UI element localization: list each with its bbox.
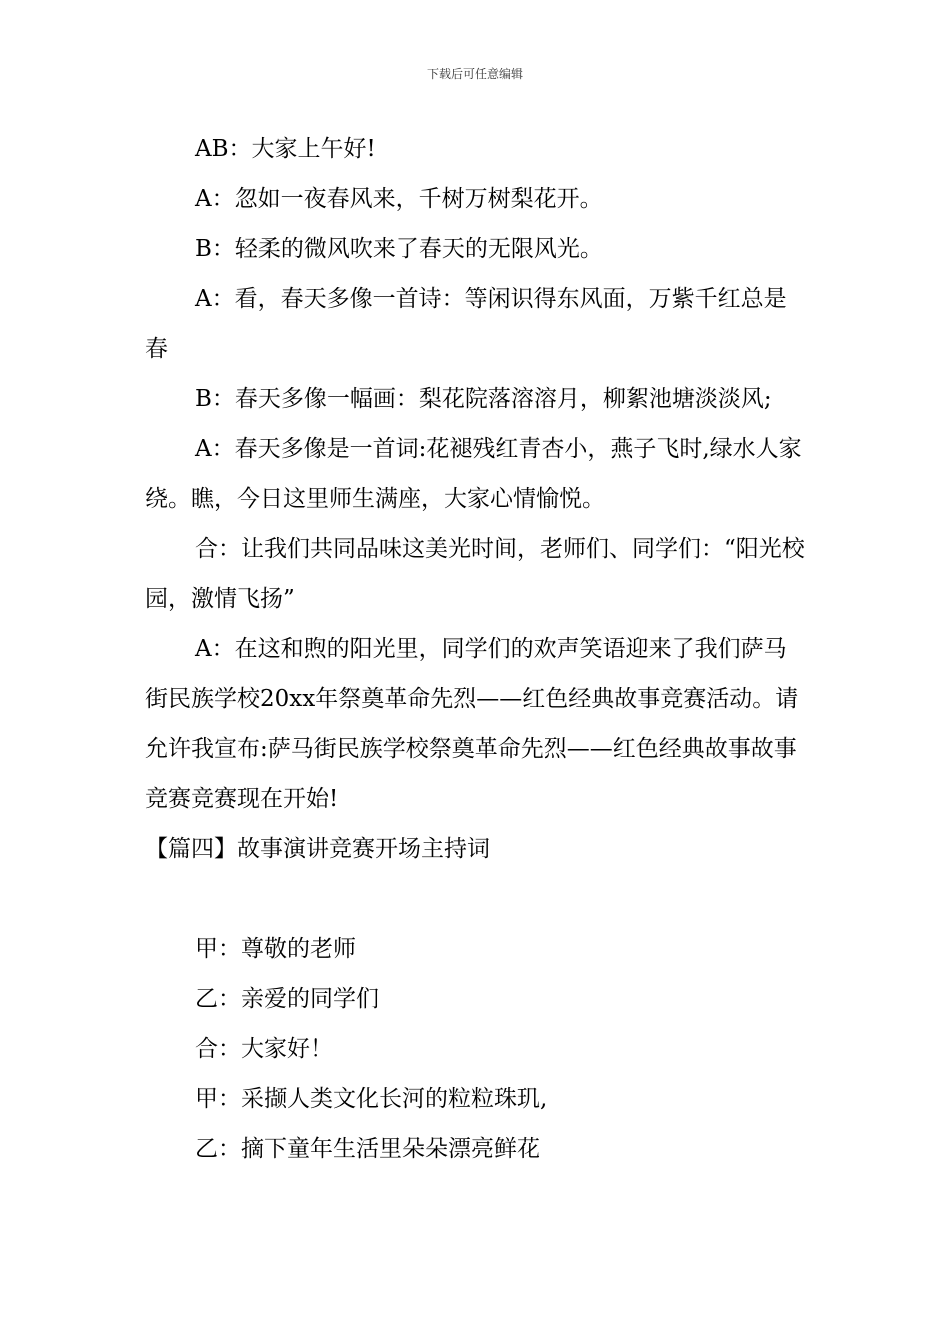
page-header-note: 下载后可任意编辑 [426, 67, 523, 81]
paragraph-1: AB：大家上午好! [195, 136, 376, 162]
dialogue-line-3: 合：大家好！ [195, 1036, 333, 1062]
paragraph-7: 合：让我们共同品味这美光时间，老师们、同学们：“阳光校园，激情飞扬” [145, 536, 805, 612]
paragraph-5: B：春天多像一幅画：梨花院落溶溶月，柳絮池塘淡淡风; [195, 386, 772, 412]
dialogue-line-2: 乙：亲爱的同学们 [195, 986, 379, 1012]
document-body [145, 124, 807, 1174]
dialogue-line-4: 甲：采撷人类文化长河的粒粒珠玑, [195, 1086, 548, 1112]
paragraph-8: A：在这和煦的阳光里，同学们的欢声笑语迎来了我们萨马街民族学校20xx年祭奠革命先烈——红色经典故事竞赛活动。请允许我宣布:萨马街民族学校祭奠革命先烈——红色经典故事故事竞赛竞赛现在开始! [145, 636, 799, 812]
paragraph-4: A：看，春天多像一首诗：等闲识得东风面，万紫千红总是春 [145, 286, 787, 362]
paragraph-6: A：春天多像是一首词:花褪残红青杏小，燕子飞时,绿水人家绕。瞧，今日这里师生满座，大家心情愉悦。 [145, 436, 802, 512]
paragraph-2: A：忽如一夜春风来，千树万树梨花开。 [195, 186, 603, 212]
blank-line [145, 874, 807, 924]
paragraph-3: B：轻柔的微风吹来了春天的无限风光。 [195, 236, 603, 262]
dialogue-line-5: 乙：摘下童年生活里朵朵漂亮鲜花 [195, 1136, 540, 1162]
dialogue-line-1: 甲：尊敬的老师 [195, 936, 356, 962]
section-heading: 【篇四】故事演讲竞赛开场主持词 [145, 836, 490, 862]
